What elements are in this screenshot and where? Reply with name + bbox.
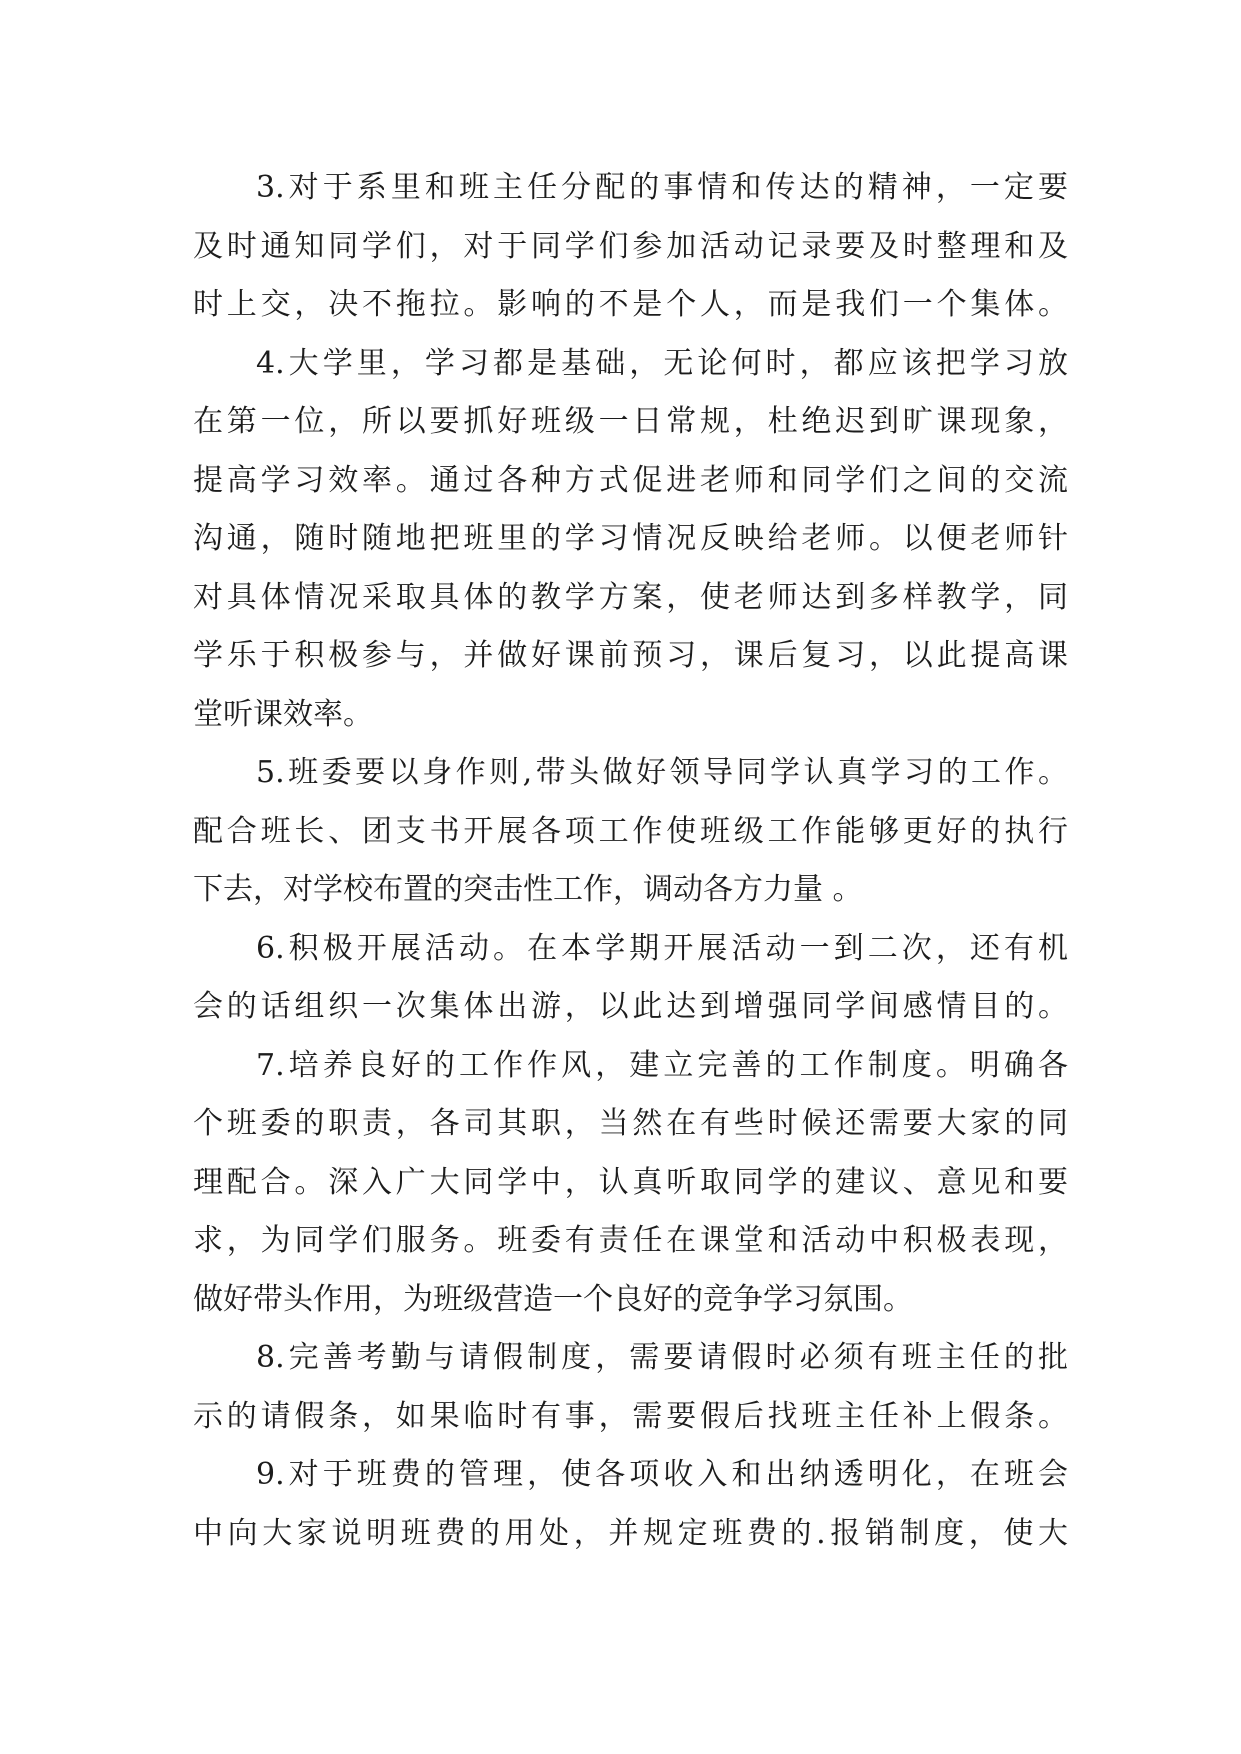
text-line: 对具体情况采取具体的教学方案，使老师达到多样教学，同: [193, 579, 1068, 615]
text-line: 下去，对学校布置的突击性工作，调动各方力量 。: [193, 872, 863, 907]
text-line: 做好带头作用，为班级营造一个良好的竞争学习氛围。: [193, 1281, 913, 1317]
paragraph-item-4: [193, 335, 1068, 745]
paragraph-item-6: [193, 920, 1068, 1037]
paragraph-item-7: [193, 1037, 1068, 1330]
text-line: 示的请假条，如果临时有事，需要假后找班主任补上假条。: [193, 1398, 1068, 1434]
paragraph-item-5: [193, 744, 1068, 920]
text-line: 7.培养良好的工作作风，建立完善的工作制度。明确各: [256, 1047, 1068, 1083]
text-line: 4.大学里，学习都是基础，无论何时，都应该把学习放: [256, 345, 1068, 381]
document-body: [193, 159, 1068, 1563]
text-line: 8.完善考勤与请假制度，需要请假时必须有班主任的批: [256, 1340, 1068, 1375]
paragraph-item-9: [193, 1446, 1068, 1563]
text-line: 会的话组织一次集体出游，以此达到增强同学间感情目的。: [193, 989, 1068, 1024]
text-line: 及时通知同学们，对于同学们参加活动记录要及时整理和及: [193, 228, 1068, 264]
text-line: 沟通，随时随地把班里的学习情况反映给老师。以便老师针: [193, 521, 1068, 556]
text-line: 3.对于系里和班主任分配的事情和传达的精神，一定要: [256, 170, 1068, 205]
text-line: 5.班委要以身作则,带头做好领导同学认真学习的工作。: [256, 755, 1068, 790]
paragraph-item-3: [193, 159, 1068, 335]
text-line: 学乐于积极参与，并做好课前预习，课后复习，以此提高课: [193, 638, 1068, 673]
text-line: 6.积极开展活动。在本学期开展活动一到二次，还有机: [256, 930, 1068, 966]
text-line: 个班委的职责，各司其职，当然在有些时候还需要大家的同: [193, 1106, 1068, 1141]
text-line: 在第一位，所以要抓好班级一日常规，杜绝迟到旷课现象，: [193, 404, 1068, 439]
text-line: 理配合。深入广大同学中，认真听取同学的建议、意见和要: [193, 1164, 1068, 1200]
text-line: 提高学习效率。通过各种方式促进老师和同学们之间的交流: [193, 462, 1068, 498]
text-line: 求，为同学们服务。班委有责任在课堂和活动中积极表现，: [193, 1223, 1068, 1258]
paragraph-item-8: [193, 1329, 1068, 1446]
text-line: 9.对于班费的管理，使各项收入和出纳透明化，在班会: [256, 1457, 1068, 1492]
text-line: 堂听课效率。: [193, 696, 373, 732]
text-line: 时上交，决不拖拉。影响的不是个人，而是我们一个集体。: [193, 287, 1068, 322]
text-line: 中向大家说明班费的用处，并规定班费的.报销制度，使大: [193, 1515, 1068, 1551]
text-line: 配合班长、团支书开展各项工作使班级工作能够更好的执行: [193, 813, 1068, 849]
